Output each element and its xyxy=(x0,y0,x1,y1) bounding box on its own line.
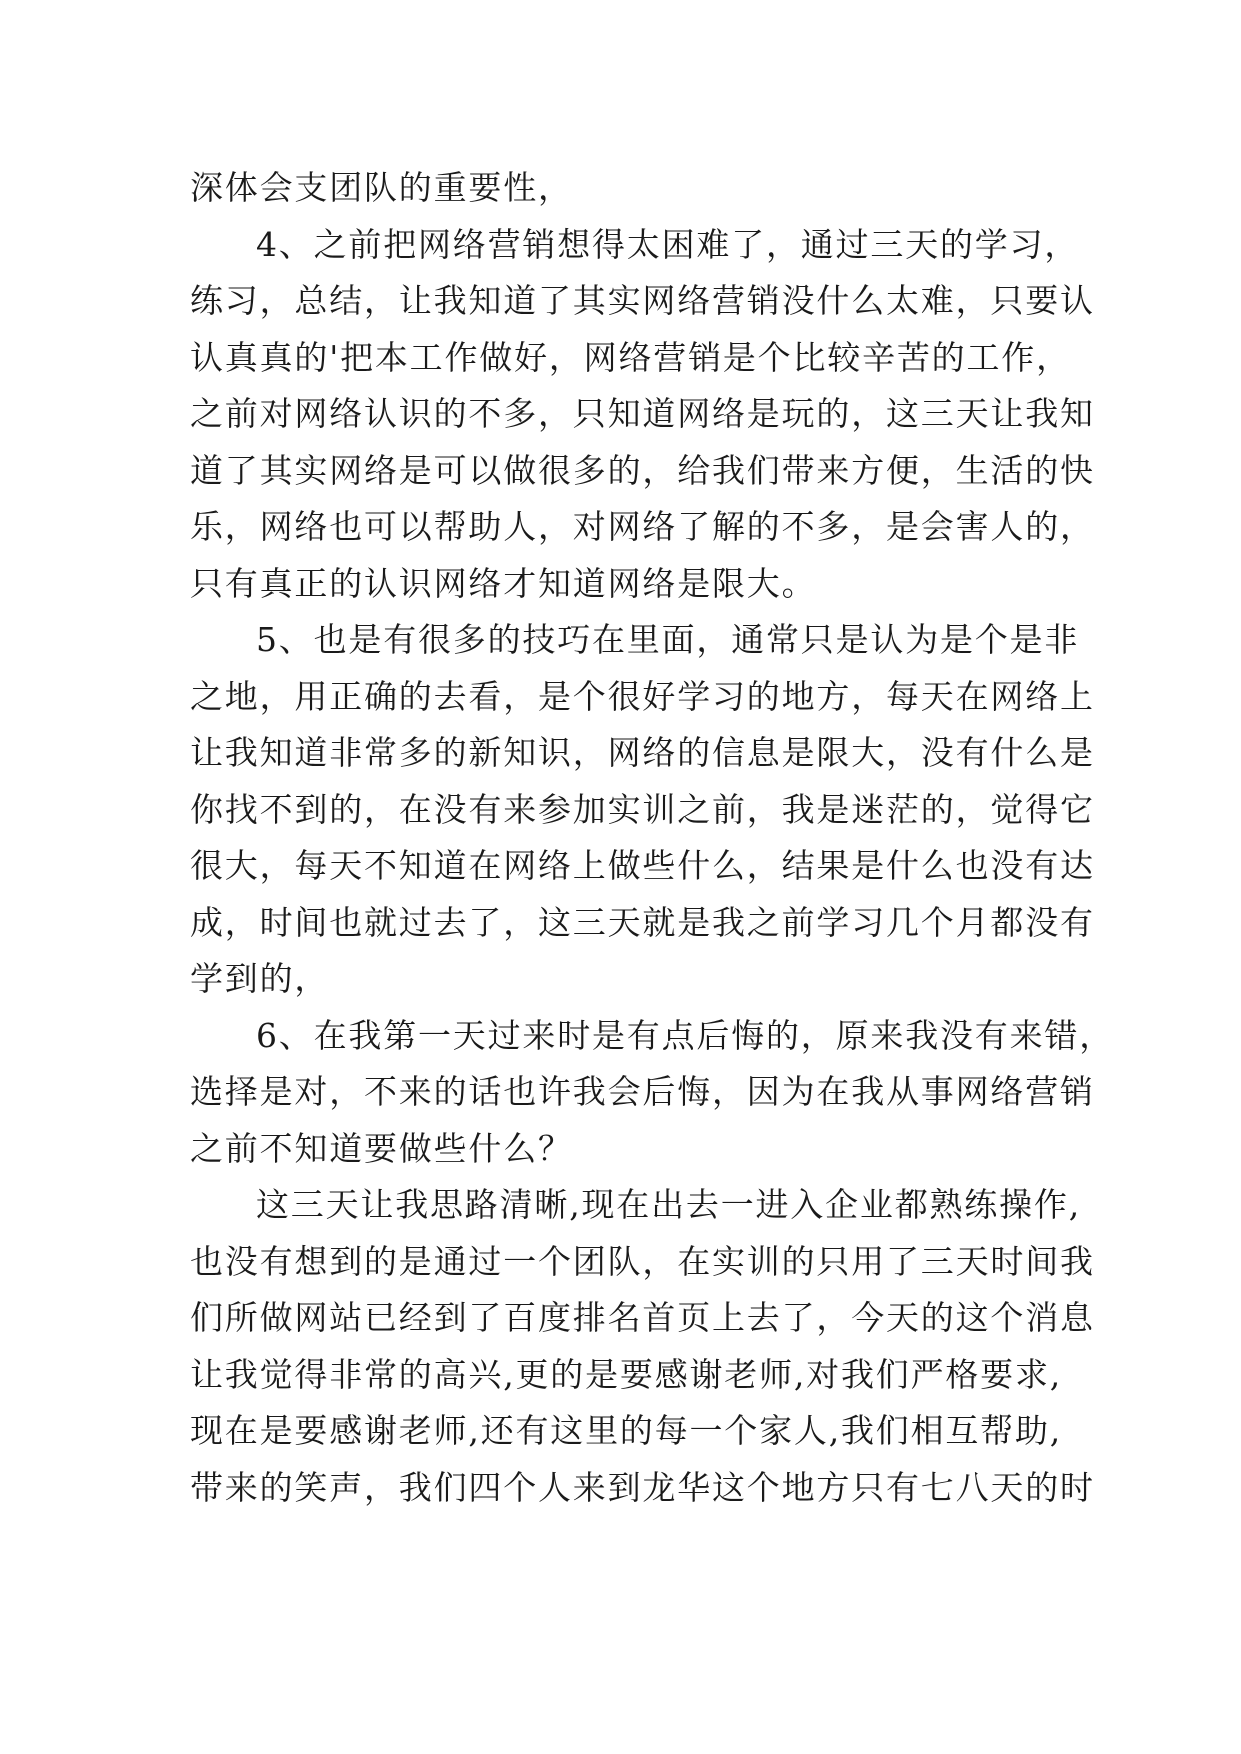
text-line-paragraph-start: 4、之前把网络营销想得太困难了，通过三天的学习， xyxy=(256,224,1080,264)
text-line: 成，时间也就过去了，这三天就是我之前学习几个月都没有 xyxy=(190,902,1095,942)
text-line: 深体会支团队的重要性， xyxy=(190,168,573,207)
text-line: 现在是要感谢老师,还有这里的每一个家人,我们相互帮助, xyxy=(190,1411,1063,1450)
text-line: 道了其实网络是可以做很多的，给我们带来方便，生活的快 xyxy=(190,450,1095,490)
text-line: 你找不到的，在没有来参加实训之前，我是迷茫的，觉得它 xyxy=(190,789,1095,829)
text-line: 乐，网络也可以帮助人，对网络了解的不多，是会害人的， xyxy=(190,507,1095,546)
body-text xyxy=(190,160,1114,1516)
text-line: 带来的笑声，我们四个人来到龙华这个地方只有七八天的时 xyxy=(190,1467,1095,1507)
text-line-paragraph-start: 6、在我第一天过来时是有点后悔的，原来我没有来错， xyxy=(256,1015,1114,1055)
text-line: 学到的， xyxy=(190,959,330,998)
text-line: 们所做网站已经到了百度排名首页上去了，今天的这个消息 xyxy=(190,1298,1095,1337)
text-line: 只有真正的认识网络才知道网络是限大。 xyxy=(190,563,817,603)
text-line-paragraph-start: 5、也是有很多的技巧在里面，通常只是认为是个是非 xyxy=(256,620,1080,659)
text-line-paragraph-start: 这三天让我思路清晰,现在出去一进入企业都熟练操作, xyxy=(256,1185,1081,1224)
text-line: 选择是对，不来的话也许我会后悔，因为在我从事网络营销 xyxy=(190,1072,1095,1111)
text-line: 认真真的'把本工作做好，网络营销是个比较辛苦的工作， xyxy=(190,337,1071,377)
text-line: 之地，用正确的去看，是个很好学习的地方，每天在网络上 xyxy=(190,676,1095,716)
text-line: 练习，总结，让我知道了其实网络营销没什么太难，只要认 xyxy=(190,281,1095,320)
text-line: 很大，每天不知道在网络上做些什么，结果是什么也没有达 xyxy=(190,846,1095,885)
text-line: 之前对网络认识的不多，只知道网络是玩的，这三天让我知 xyxy=(190,394,1095,433)
text-line: 之前不知道要做些什么？ xyxy=(190,1128,573,1168)
text-line: 让我知道非常多的新知识，网络的信息是限大，没有什么是 xyxy=(190,733,1095,772)
text-line: 也没有想到的是通过一个团队，在实训的只用了三天时间我 xyxy=(190,1241,1095,1281)
text-line: 让我觉得非常的高兴,更的是要感谢老师,对我们严格要求, xyxy=(190,1354,1063,1394)
